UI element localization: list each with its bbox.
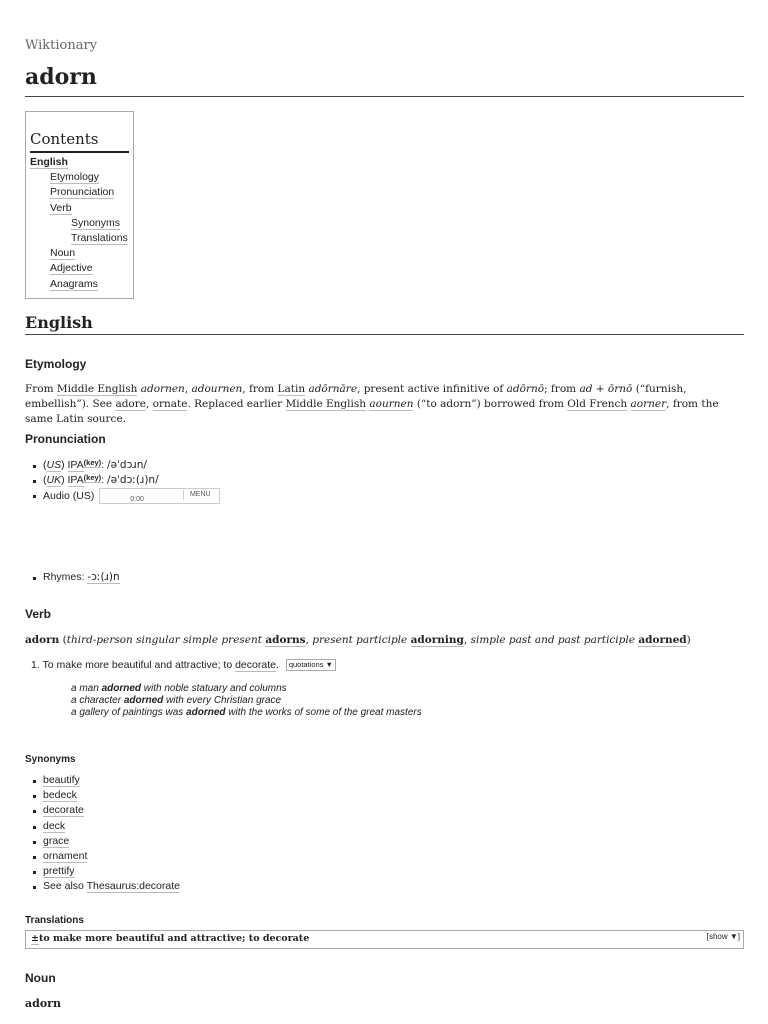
link-ipa[interactable]: IPA [67,459,84,471]
etymology-text: From Middle English adornen, adournen, from Latin adōrnāre, present active infinitive of adōrnō; from ad + ōrnō (“furnish, embellish”). See adore, ornate. Replaced earlier Middle English aournen (“to adorn”) borrowed from Old French aorner, from the same Latin source. [25,383,719,425]
toc-item-pronunciation[interactable]: Pronunciation [50,186,115,199]
toc-item-adjective[interactable]: Adjective [50,262,93,275]
section-heading-etymology: Etymology [25,357,87,371]
usage-example: a gallery of paintings was adorned with the works of some of the great masters [71,707,422,719]
toc-item-noun[interactable]: Noun [50,247,76,260]
ipa-us: /əˈdɔɹn/ [107,459,147,471]
link-synonym-prettify[interactable]: prettify [43,865,75,878]
section-heading-synonyms: Synonyms [25,754,76,765]
translations-gloss: ±to make more beautiful and attractive; to decorate [31,933,310,944]
pron-us: (US) IPA$^{(key)}$: /əˈdɔɹn/ [25,458,220,473]
site-name: Wiktionary [25,38,98,53]
link-synonym-grace[interactable]: grace [43,834,70,847]
link-adorns[interactable]: adorns [265,634,306,646]
section-heading-noun: Noun [25,971,56,985]
title-divider [25,96,744,97]
audio-menu-button[interactable]: MENU [183,490,216,500]
link-old-french[interactable]: Old French [567,398,628,410]
page-title: adorn [25,64,97,90]
verb-definitions [25,658,336,672]
link-middle-english[interactable]: Middle English [56,383,138,395]
translations-show-button[interactable]: [show ▼] [706,932,740,941]
toc-item-english[interactable]: English [30,156,68,168]
list-item [25,788,180,803]
english-divider [25,334,744,335]
list-item [25,803,180,818]
section-heading-english: English [25,313,93,332]
link-middle-english-2[interactable]: Middle English [285,398,367,410]
verb-headword-line: adorn (third-person singular simple present adorns, present participle adorning, simple past and past participle adorned) [25,634,691,646]
rhymes-list [25,570,120,585]
translations-edit-toggle[interactable]: ± [31,933,39,944]
pronunciation-list [25,458,220,504]
link-synonym-beautify[interactable]: beautify [43,774,80,786]
noun-headword: adorn [25,997,61,1010]
toc-item-anagrams[interactable]: Anagrams [50,277,98,290]
rhymes-item: Rhymes: -ɔː(ɹ)n [25,570,120,585]
section-heading-pronunciation: Pronunciation [25,432,106,446]
definition-item: 1. To make more beautiful and attractive; to decorate. quotations ▼ [25,658,336,672]
link-aournen[interactable]: aournen [369,398,414,410]
pron-audio [25,488,220,504]
usage-example: a man adorned with noble statuary and columns [71,683,287,694]
link-ornate[interactable]: ornate [152,398,188,410]
synonyms-list [25,773,180,895]
toc-item-etymology[interactable]: Etymology [50,171,100,184]
translations-table [25,930,744,949]
link-adorning[interactable]: adorning [410,634,464,646]
list-item [25,864,180,879]
link-decorate[interactable]: decorate [235,659,276,671]
list-item [25,773,180,788]
ipa-uk: /əˈdɔː(ɹ)n/ [107,474,159,487]
link-adorned[interactable]: adorned [638,634,687,646]
link-thesaurus-decorate[interactable]: Thesaurus:decorate [86,880,180,893]
link-synonym-bedeck[interactable]: bedeck [43,789,77,802]
list-item [25,819,180,834]
link-ipa-2[interactable]: IPA [67,474,84,487]
audio-label: Audio (US) [43,490,95,503]
list-item [25,849,180,864]
toc-item-verb[interactable]: Verb [50,201,72,214]
link-ipa-key-2[interactable]: (key) [83,473,102,483]
section-heading-verb: Verb [25,607,52,621]
verb-headword: adorn [25,634,60,646]
list-item [25,834,180,849]
section-heading-translations: Translations [25,915,84,926]
link-adore[interactable]: adore [115,398,146,410]
link-synonym-deck[interactable]: deck [43,819,66,832]
link-synonym-decorate[interactable]: decorate [43,804,84,817]
list-item: See also Thesaurus:decorate [25,879,180,894]
usage-example: a character adorned with every Christian grace [71,695,282,707]
link-us[interactable]: US [46,459,62,471]
pron-uk: (UK) IPA$^{(key)}$: /əˈdɔː(ɹ)n/ [25,473,220,488]
quotations-toggle-button[interactable]: quotations ▼ [286,659,336,671]
audio-time: 0:00 [130,496,144,504]
toc-heading: Contents [30,130,129,153]
link-synonym-ornament[interactable]: ornament [43,850,88,863]
toc-item-synonyms[interactable]: Synonyms [71,216,121,229]
usage-examples [71,683,422,720]
link-rhymes[interactable]: -ɔː(ɹ)n [87,571,120,583]
table-of-contents [25,111,134,299]
link-uk[interactable]: UK [46,474,62,487]
audio-player[interactable] [99,488,220,504]
link-ipa-key[interactable]: (key) [83,458,102,467]
link-latin[interactable]: Latin [277,383,306,395]
toc-item-translations[interactable]: Translations [71,232,128,245]
link-aorner[interactable]: aorner [630,398,667,410]
